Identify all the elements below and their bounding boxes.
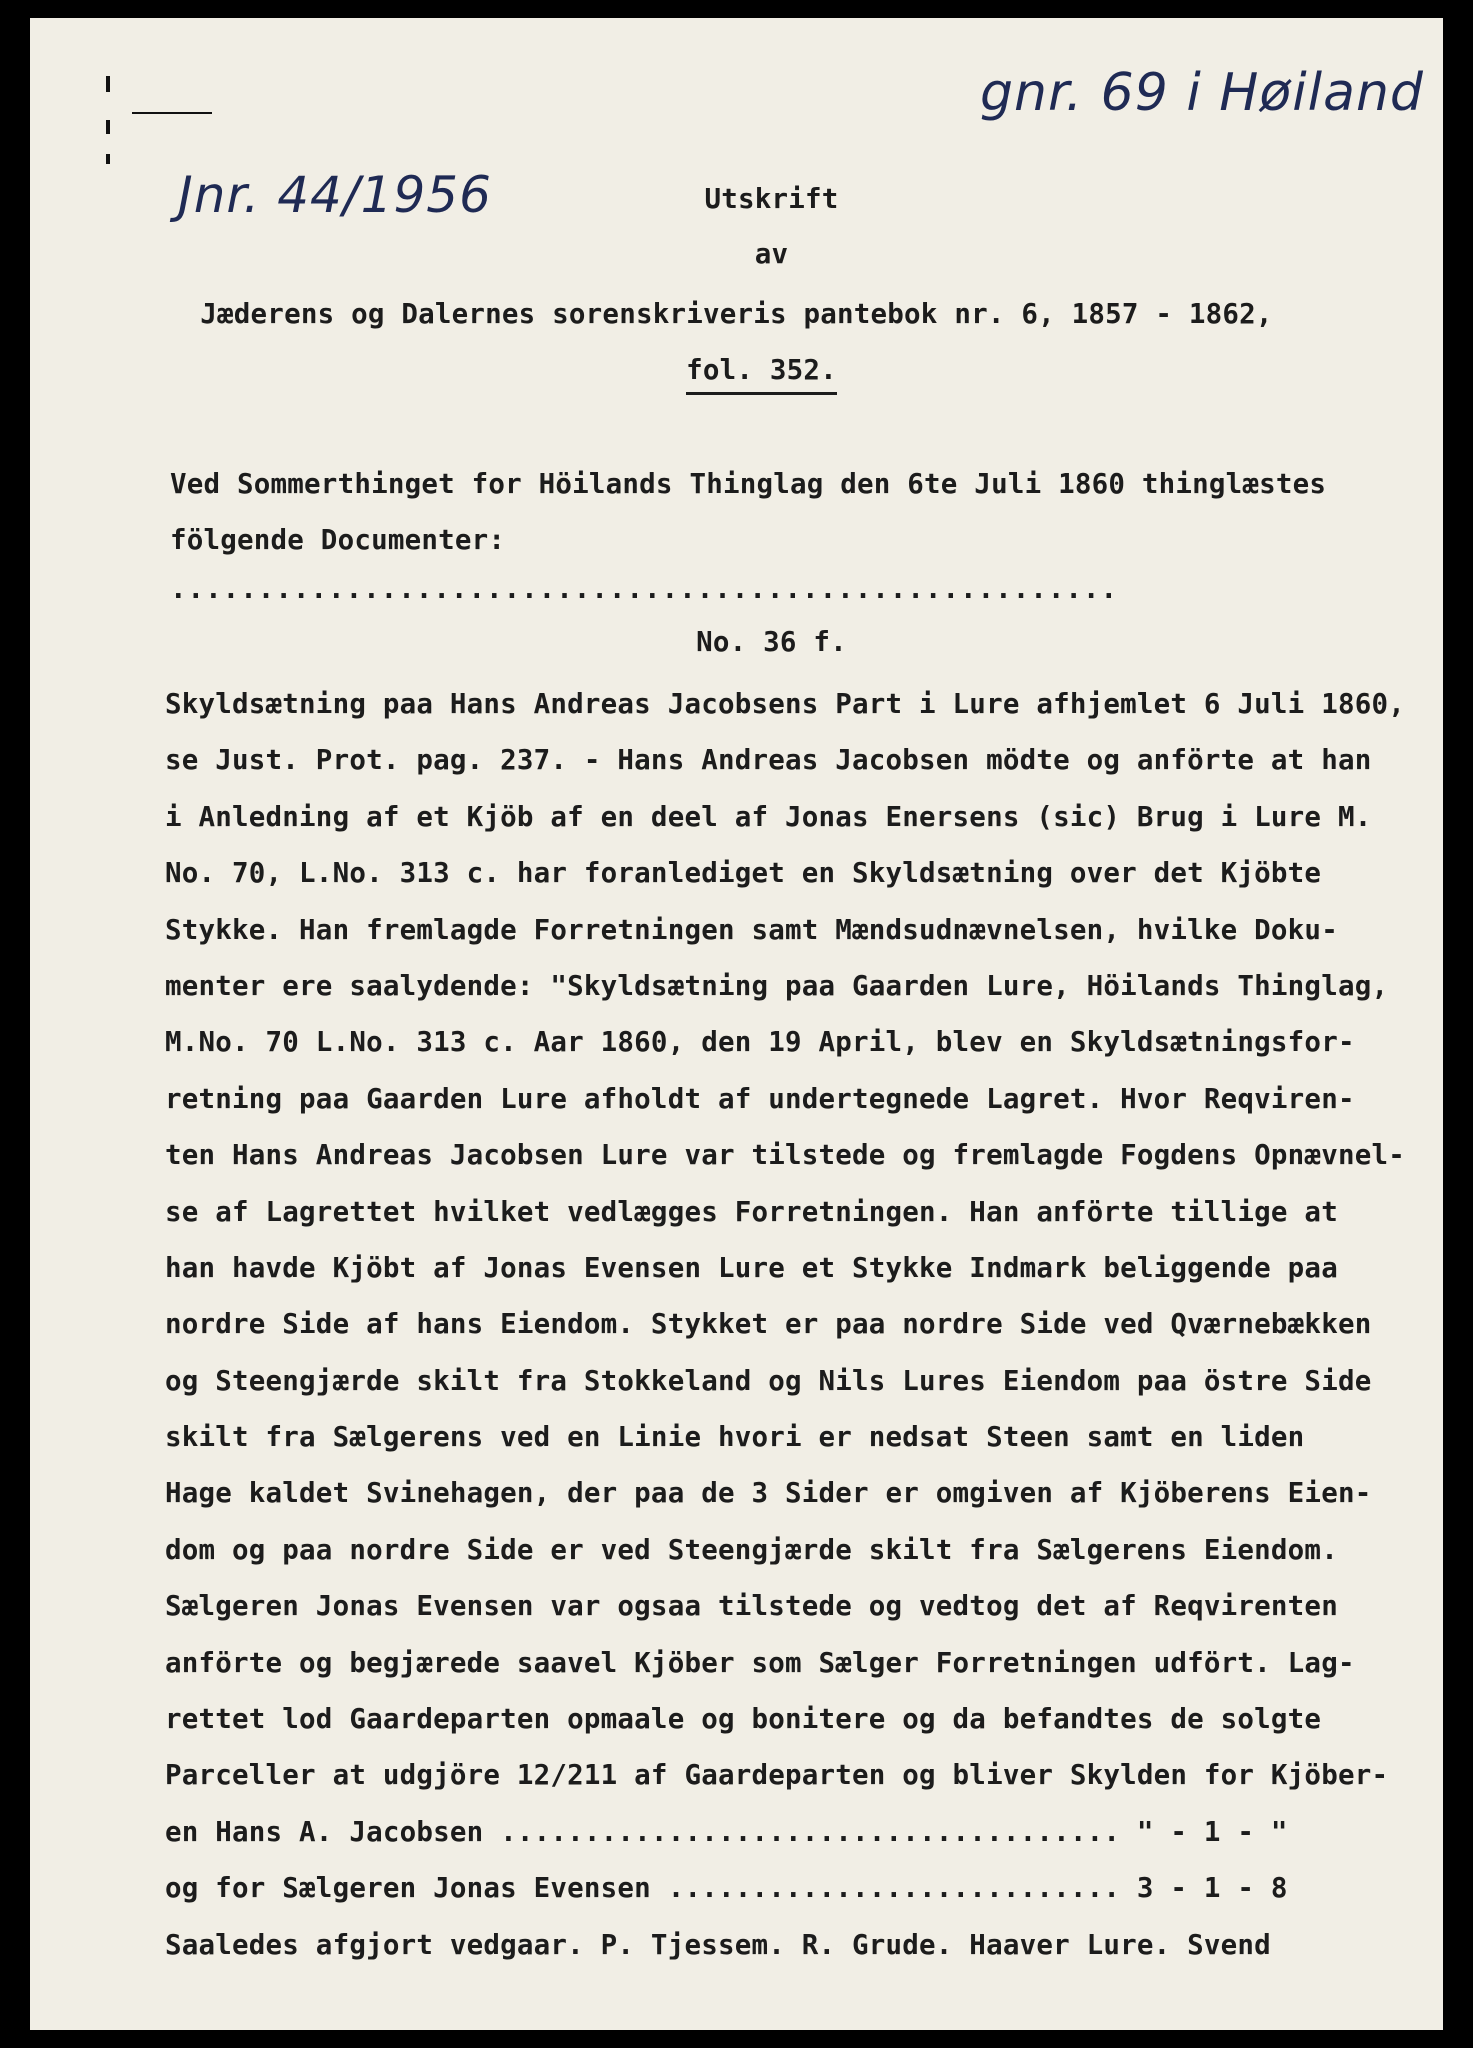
document-body bbox=[165, 688, 1415, 1985]
scan-registration-marks bbox=[70, 58, 210, 168]
handwritten-farm-note: gnr. 69 i Høiland bbox=[980, 63, 1424, 123]
handwritten-journal-number: Jnr. 44/1956 bbox=[178, 166, 492, 224]
body-line: se Just. Prot. pag. 237. - Hans Andreas Jacobsen mödte og anförte at han bbox=[165, 744, 1372, 777]
folio-reference: fol. 352. bbox=[686, 354, 837, 395]
body-line: rettet lod Gaardeparten opmaale og bonitere og da befandtes de solgte bbox=[165, 1703, 1322, 1736]
body-line: Skyldsætning paa Hans Andreas Jacobsens Part i Lure afhjemlet 6 Juli 1860, bbox=[165, 688, 1405, 720]
body-line: Stykke. Han fremlagde Forretningen samt Mændsudnævnelsen, hvilke Doku- bbox=[165, 913, 1338, 946]
body-line: ten Hans Andreas Jacobsen Lure var tilstede og fremlagde Fogdens Opnævnel- bbox=[165, 1139, 1405, 1172]
body-line: Sælgeren Jonas Evensen var ogsaa tilstede og vedtog det af Reqvirenten bbox=[165, 1590, 1338, 1623]
body-line: No. 70, L.No. 313 c. har foranlediget en Skyldsætning over det Kjöbte bbox=[165, 857, 1322, 890]
entry-number: No. 36 f. bbox=[696, 626, 847, 658]
body-line: han havde Kjöbt af Jonas Evensen Lure et Stykke Indmark beliggende paa bbox=[165, 1251, 1338, 1284]
body-line: dom og paa nordre Side er ved Steengjærde skilt fra Sælgerens Eiendom. bbox=[165, 1533, 1338, 1566]
body-line: Parceller at udgjöre 12/211 af Gaardeparten og bliver Skylden for Kjöber- bbox=[165, 1759, 1389, 1792]
intro-line: Ved Sommerthinget for Höilands Thinglag den 6te Juli 1860 thinglæstes bbox=[170, 468, 1327, 500]
document-title: Utskrift bbox=[704, 183, 839, 215]
source-register: Jæderens og Dalernes sorenskriveris pantebok nr. 6, 1857 - 1862, bbox=[200, 298, 1273, 330]
body-line: anförte og begjærede saavel Kjöber som Sælger Forretningen udfört. Lag- bbox=[165, 1646, 1355, 1679]
document-page bbox=[30, 18, 1443, 2030]
body-line: nordre Side af hans Eiendom. Stykket er paa nordre Side ved Qværnebækken bbox=[165, 1308, 1372, 1341]
title-connector: av bbox=[754, 238, 789, 270]
body-line: se af Lagrettet hvilket vedlægges Forretningen. Han anförte tillige at bbox=[165, 1195, 1338, 1228]
intro-line: fölgende Documenter: bbox=[170, 524, 506, 556]
body-line: menter ere saalydende: "Skyldsætning paa Gaarden Lure, Höilands Thinglag, bbox=[165, 969, 1389, 1002]
body-line: retning paa Gaarden Lure afholdt af undertegnede Lagret. Hvor Reqviren- bbox=[165, 1082, 1355, 1115]
body-line: i Anledning af et Kjöb af en deel af Jonas Enersens (sic) Brug i Lure M. bbox=[165, 800, 1372, 833]
body-line: skilt fra Sælgerens ved en Linie hvori er nedsat Steen samt en liden bbox=[165, 1421, 1305, 1454]
dotted-separator: ...................................................... bbox=[170, 573, 1119, 605]
body-line: og Steengjærde skilt fra Stokkeland og Nils Lures Eiendom paa östre Side bbox=[165, 1364, 1372, 1397]
body-line: en Hans A. Jacobsen ..................................... " - 1 - " bbox=[165, 1815, 1288, 1848]
body-line: M.No. 70 L.No. 313 c. Aar 1860, den 19 April, blev en Skyldsætningsfor- bbox=[165, 1026, 1355, 1059]
body-line: Saaledes afgjort vedgaar. P. Tjessem. R. Grude. Haaver Lure. Svend bbox=[165, 1928, 1271, 1961]
body-line: Hage kaldet Svinehagen, der paa de 3 Sider er omgiven af Kjöberens Eien- bbox=[165, 1477, 1372, 1510]
folio-reference-wrap bbox=[30, 354, 1443, 386]
body-line: og for Sælgeren Jonas Evensen ........................... 3 - 1 - 8 bbox=[165, 1872, 1288, 1905]
intro-paragraph bbox=[170, 456, 1350, 568]
